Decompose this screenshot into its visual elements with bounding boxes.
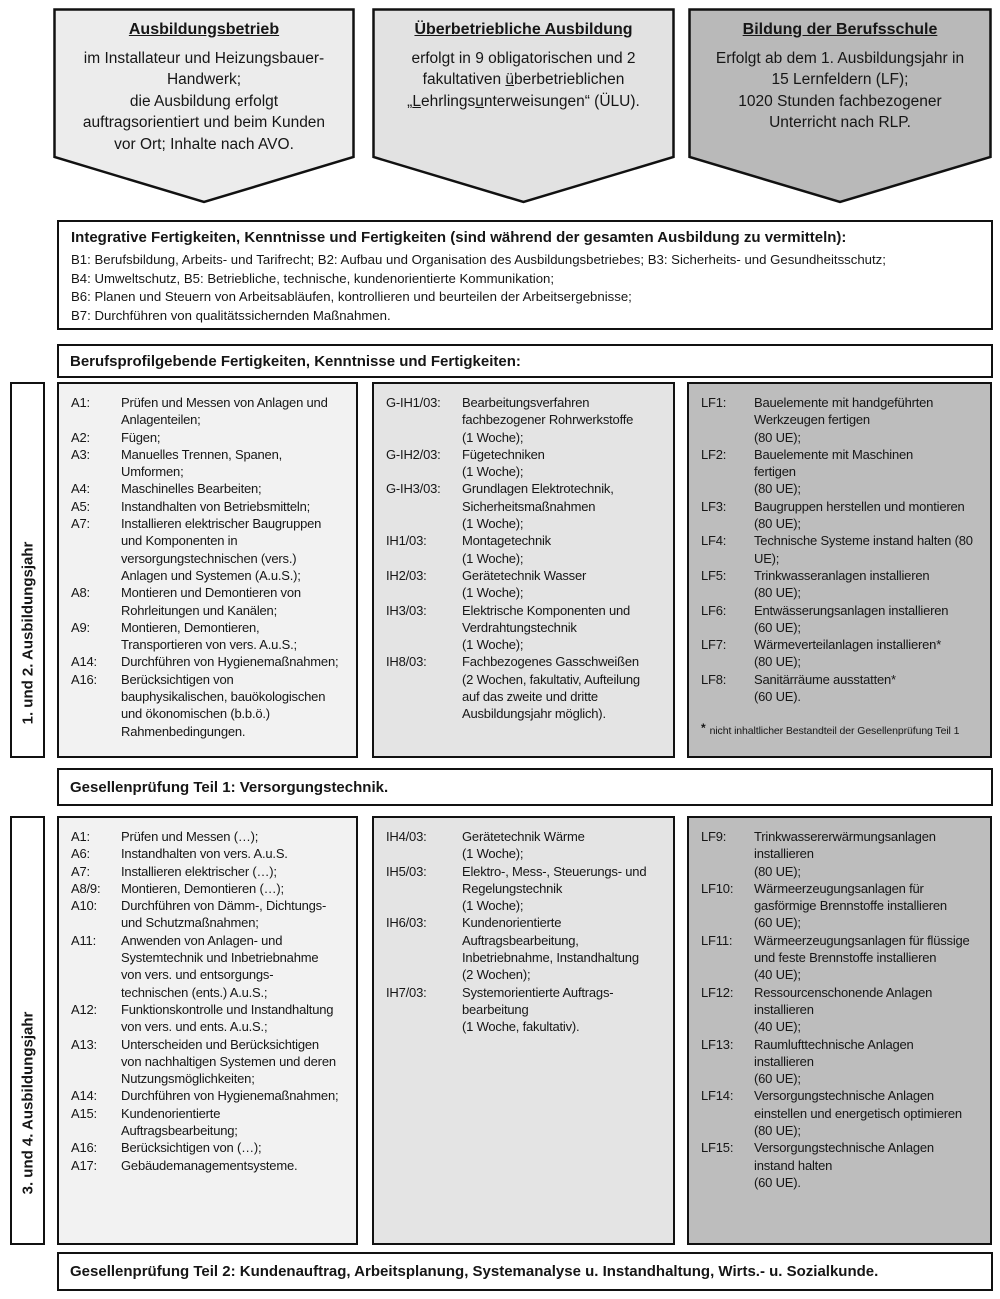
list-entry: [701, 880, 984, 932]
entry-code: IH5/03:: [386, 863, 427, 879]
band-gesellenpruefung-teil1: [57, 768, 993, 806]
entry-text: Baugruppen herstellen und montieren (80 UE);: [754, 498, 965, 532]
entry-code: A1:: [71, 829, 90, 844]
entry-text: Entwässerungsanlagen installieren (60 UE);: [754, 602, 949, 635]
list-entry: [71, 584, 350, 619]
list-entry: [71, 897, 350, 932]
entry-text: Versorgungstechnische Anlagen einstellen und energetisch optimieren (80 UE);: [754, 1088, 962, 1139]
top-box-content: [384, 20, 663, 112]
entry-text: Durchführen von Hygienemaßnahmen;: [121, 1088, 339, 1104]
top-box-line: [65, 134, 343, 155]
list-entry: [386, 914, 667, 983]
entry-code: A6:: [71, 846, 90, 862]
list-entry: [701, 1139, 984, 1191]
entry-text: Bearbeitungsverfahren fachbezogener Rohrwerkstoffe (1 Woche);: [462, 395, 634, 445]
top-box-line: [700, 91, 980, 112]
entry-text: Wärmeerzeugungsanlagen für gasförmige Brennstoffe installieren (60 UE);: [754, 880, 947, 931]
entry-text: Bauelemente mit Maschinen fertigen (80 UE);: [754, 446, 914, 497]
entry-text: Technische Systeme instand halten (80 UE);: [754, 533, 973, 566]
entry-code: LF10:: [701, 880, 734, 896]
text-segment: erfolgt in 9 obligatorischen und 2: [411, 50, 636, 67]
list-entry: [71, 446, 350, 481]
entry-text: Durchführen von Hygienemaßnahmen;: [121, 654, 339, 670]
column-lernfelder-year2: [687, 816, 992, 1245]
entry-text: Berücksichtigen von (…);: [121, 1140, 262, 1156]
entry-code: G-IH3/03:: [386, 481, 441, 497]
list-entry: [701, 828, 984, 880]
band-gesellenpruefung-teil2: [57, 1252, 993, 1291]
list-entry: [71, 480, 350, 497]
top-box-content: [700, 20, 980, 134]
entry-text: Gerätetechnik Wasser (1 Woche);: [462, 567, 587, 601]
text-segment: vor Ort; Inhalte nach AVO.: [114, 135, 294, 153]
entry-code: LF2:: [701, 446, 727, 462]
entry-code: LF14:: [701, 1088, 734, 1104]
text-segment: die Ausbildung erfolgt: [129, 92, 279, 110]
list-entry: [71, 671, 350, 740]
text-segment: nterweisungen“ (ÜLU).: [483, 92, 640, 110]
entry-text: Montagetechnik (1 Woche);: [462, 533, 551, 566]
list-entry: [701, 932, 984, 984]
top-box-line: [65, 112, 343, 133]
footnote-asterisk: *: [701, 721, 706, 736]
entry-text: Instandhalten von Betriebsmitteln;: [121, 498, 311, 514]
entry-code: A3:: [71, 446, 90, 462]
top-box-line: [384, 91, 663, 112]
entry-code: LF3:: [701, 498, 727, 514]
entry-text: Wärmeerzeugungsanlagen für flüssige und feste Brennstoffe installieren (40 UE);: [754, 932, 970, 983]
entry-code: LF9:: [701, 829, 727, 844]
entry-list: [701, 394, 984, 705]
top-box-line: [65, 48, 343, 69]
entry-text: Gebäudemanagementsysteme.: [121, 1157, 298, 1173]
list-entry: [701, 394, 984, 446]
entry-text: Fügen;: [121, 429, 161, 445]
text-segment: ehrlings: [420, 92, 476, 110]
list-entry: [71, 498, 350, 515]
entry-code: LF8:: [701, 671, 727, 687]
entry-code: LF11:: [701, 932, 733, 948]
entry-text: Elektrische Komponenten und Verdrahtungstechnik (1 Woche);: [462, 602, 631, 653]
top-box-line: [65, 91, 343, 112]
entry-text: Installieren elektrischer Baugruppen und Komponenten in versorgungstechnischen (vers.) Anlagen und Systemen (A.u.S.);: [121, 516, 322, 583]
top-box-title: Bildung der Berufsschule: [742, 21, 938, 38]
entry-text: Berücksichtigen von bauphysikalischen, bauökologischen und ökonomischen (b.b.ö.) Rahmenbedingungen.: [121, 671, 326, 739]
top-box-line: [65, 69, 343, 90]
entry-code: A10:: [71, 898, 97, 914]
entry-code: IH4/03:: [386, 829, 427, 844]
band-berufsprofilgebende: [57, 344, 993, 378]
list-entry: [701, 1087, 984, 1139]
entry-text: Fachbezogenes Gasschweißen (2 Wochen, fakultativ, Aufteilung auf das zweite und dritte Ausbildungsjahr möglich).: [462, 654, 640, 722]
band-teil2-label: Gesellenprüfung Teil 2: Kundenauftrag, Arbeitsplanung, Systemanalyse u. Instandhaltung, Wirts.- u. Sozialkunde.: [70, 1263, 879, 1280]
entry-text: Trinkwasseranlagen installieren (80 UE);: [754, 567, 930, 601]
list-entry: [71, 845, 350, 862]
entry-code: IH8/03:: [386, 654, 427, 670]
integrative-line: B1: Berufsbildung, Arbeits- und Tarifrecht; B2: Aufbau und Organisation des Ausbildungsbetriebes; B3: Sicherheits- und Gesundheitsschutz;: [71, 252, 886, 267]
list-entry: [386, 446, 667, 481]
entry-text: Montieren, Demontieren (…);: [121, 880, 284, 896]
entry-code: A13:: [71, 1036, 97, 1052]
list-entry: [71, 1001, 350, 1036]
entry-code: A14:: [71, 654, 97, 670]
entry-code: LF5:: [701, 567, 727, 583]
entry-text: Instandhalten von vers. A.u.S.: [121, 846, 288, 862]
lernfelder-footnote: [701, 721, 984, 737]
entry-text: Elektro-, Mess-, Steuerungs- und Regelungstechnik (1 Woche);: [462, 863, 647, 914]
text-segment: 1020 Stunden fachbezogener: [738, 92, 942, 110]
list-entry: [71, 653, 350, 670]
entry-code: A7:: [71, 863, 90, 879]
top-box-body: [65, 48, 343, 155]
entry-text: Montieren, Demontieren, Transportieren von vers. A.u.S.;: [121, 619, 297, 653]
underlined-letter: ü: [505, 71, 515, 89]
list-entry: [701, 984, 984, 1036]
list-entry: [701, 636, 984, 671]
entry-text: Anwenden von Anlagen- und Systemtechnik und Inbetriebnahme von vers. und entsorgungs- technischen (ents.) A.u.S.;: [121, 932, 319, 1000]
entry-code: A8:: [71, 585, 90, 601]
entry-text: Systemorientierte Auftrags- bearbeitung (1 Woche, fakultativ).: [462, 984, 614, 1035]
entry-text: Prüfen und Messen von Anlagen und Anlagenteilen;: [121, 395, 328, 428]
integrative-line: B4: Umweltschutz, B5: Betriebliche, technische, kundenorientierte Kommunikation;: [71, 270, 555, 286]
integrative-line: B6: Planen und Steuern von Arbeitsabläufen, kontrollieren und beurteilen der Arbeitsergebnisse;: [71, 289, 632, 305]
year-label-box-3-4: [10, 816, 45, 1245]
list-entry: [386, 828, 667, 863]
entry-code: G-IH2/03:: [386, 446, 441, 462]
list-entry: [386, 984, 667, 1036]
list-entry: [71, 394, 350, 429]
top-box-line: [700, 48, 980, 69]
entry-list: [386, 394, 667, 723]
column-lernfelder-year1: [687, 382, 992, 758]
entry-code: A15:: [71, 1105, 97, 1121]
column-betrieb-year1: [57, 382, 358, 758]
entry-list: [386, 828, 667, 1036]
entry-text: Unterscheiden und Berücksichtigen von nachhaltigen Systemen und deren Nutzungsmöglichkeiten;: [121, 1036, 336, 1087]
text-segment: auftragsorientiert und beim Kunden: [82, 114, 326, 132]
list-entry: [701, 446, 984, 498]
entry-code: A8/9:: [71, 880, 101, 896]
text-segment: 15 Lernfeldern (LF);: [771, 71, 909, 89]
list-entry: [701, 602, 984, 637]
top-box-line: [384, 48, 663, 69]
entry-code: LF4:: [701, 533, 727, 549]
integrative-line: B7: Durchführen von qualitätssichernden Maßnahmen.: [71, 307, 391, 323]
entry-text: Wärmeverteilanlagen installieren* (80 UE);: [754, 637, 942, 670]
entry-text: Maschinelles Bearbeiten;: [121, 481, 262, 497]
list-entry: [71, 1105, 350, 1140]
entry-text: Kundenorientierte Auftragsbearbeitung, Inbetriebnahme, Instandhaltung (2 Wochen);: [462, 915, 639, 983]
entry-list: [71, 394, 350, 740]
top-box-line: [700, 112, 980, 133]
top-box-line: [700, 69, 980, 90]
entry-code: A4:: [71, 481, 90, 497]
entry-text: Trinkwassererwärmungsanlagen installieren (80 UE);: [754, 829, 936, 879]
entry-code: A5:: [71, 498, 90, 514]
list-entry: [71, 1087, 350, 1104]
integrative-lines: [71, 251, 979, 325]
entry-text: Installieren elektrischer (…);: [121, 863, 277, 879]
entry-text: Prüfen und Messen (…);: [121, 829, 259, 844]
list-entry: [701, 532, 984, 567]
text-segment: im Installateur und Heizungsbauer-: [83, 50, 325, 67]
text-segment: „: [407, 92, 413, 110]
list-entry: [386, 480, 667, 532]
list-entry: [701, 671, 984, 706]
year-label-text: 3. und 4. Ausbildungsjahr: [19, 1011, 36, 1195]
entry-code: IH6/03:: [386, 915, 427, 931]
entry-code: LF1:: [701, 395, 727, 410]
text-segment: berbetrieblichen: [514, 71, 625, 89]
entry-code: A2:: [71, 429, 90, 445]
top-box-title: Ausbildungsbetrieb: [128, 21, 280, 38]
entry-text: Funktionskontrolle und Instandhaltung von vers. und ents. A.u.S.;: [121, 1001, 334, 1035]
entry-code: IH1/03:: [386, 533, 427, 549]
list-entry: [71, 1036, 350, 1088]
footnote-text: nicht inhaltlicher Bestandteil der Gesellenprüfung Teil 1: [709, 725, 960, 738]
column-uelu-year1: [372, 382, 675, 758]
entry-text: Durchführen von Dämm-, Dichtungs- und Schutzmaßnahmen;: [121, 898, 327, 931]
top-box-ausbildungsbetrieb: [53, 8, 355, 204]
list-entry: [71, 515, 350, 584]
list-entry: [386, 653, 667, 722]
top-box-body: [384, 48, 663, 112]
list-entry: [71, 429, 350, 446]
entry-code: A12:: [71, 1001, 97, 1017]
underlined-letter: u: [475, 92, 484, 110]
entry-text: Kundenorientierte Auftragsbearbeitung;: [121, 1105, 238, 1139]
entry-code: LF6:: [701, 602, 727, 618]
top-box-title: Überbetriebliche Ausbildung: [414, 21, 633, 38]
band-berufsprofilgebende-label: Berufsprofilgebende Fertigkeiten, Kenntnisse und Fertigkeiten:: [70, 352, 521, 370]
entry-text: Bauelemente mit handgeführten Werkzeugen fertigen (80 UE);: [754, 395, 934, 445]
entry-code: A1:: [71, 395, 90, 410]
list-entry: [701, 1036, 984, 1088]
entry-code: G-IH1/03:: [386, 395, 441, 410]
text-segment: Unterricht nach RLP.: [769, 114, 911, 132]
list-entry: [71, 863, 350, 880]
entry-list: [701, 828, 984, 1191]
list-entry: [71, 1157, 350, 1174]
entry-text: Gerätetechnik Wärme (1 Woche);: [462, 829, 585, 862]
list-entry: [701, 498, 984, 533]
list-entry: [386, 863, 667, 915]
text-segment: fakultativen: [422, 71, 506, 89]
top-box-body: [700, 48, 980, 134]
list-entry: [386, 394, 667, 446]
text-segment: Erfolgt ab dem 1. Ausbildungsjahr in: [715, 50, 965, 67]
entry-code: LF15:: [701, 1140, 734, 1156]
entry-text: Sanitärräume ausstatten* (60 UE).: [754, 671, 896, 705]
entry-code: A9:: [71, 619, 90, 635]
entry-text: Versorgungstechnische Anlagen instand halten (60 UE).: [754, 1140, 934, 1190]
entry-list: [71, 828, 350, 1174]
entry-code: LF12:: [701, 984, 734, 1000]
integrative-title: Integrative Fertigkeiten, Kenntnisse und Fertigkeiten (sind während der gesamten Ausbildung zu vermitteln):: [71, 229, 847, 246]
list-entry: [386, 532, 667, 567]
entry-code: A14:: [71, 1088, 97, 1104]
list-entry: [71, 828, 350, 845]
entry-code: A7:: [71, 516, 90, 532]
year-label-text: 1. und 2. Ausbildungsjahr: [19, 541, 36, 725]
list-entry: [71, 880, 350, 897]
top-box-content: [65, 20, 343, 155]
top-box-bildung-der-berufsschule: [688, 8, 992, 204]
band-teil1-label: Gesellenprüfung Teil 1: Versorgungstechnik.: [70, 778, 389, 796]
entry-text: Fügetechniken (1 Woche);: [462, 446, 545, 480]
entry-code: IH3/03:: [386, 602, 427, 618]
entry-code: IH7/03:: [386, 984, 427, 1000]
top-box-ueberbetriebliche-ausbildung: [372, 8, 675, 204]
entry-code: LF7:: [701, 637, 727, 653]
text-segment: Handwerk;: [166, 71, 242, 89]
top-box-line: [384, 69, 663, 90]
entry-code: IH2/03:: [386, 567, 427, 583]
entry-text: Montieren und Demontieren von Rohrleitungen und Kanälen;: [121, 585, 301, 618]
column-uelu-year2: [372, 816, 675, 1245]
integrative-skills-box: [57, 220, 993, 330]
list-entry: [71, 932, 350, 1001]
entry-text: Grundlagen Elektrotechnik, Sicherheitsmaßnahmen (1 Woche);: [462, 481, 614, 532]
entry-text: Manuelles Trennen, Spanen, Umformen;: [121, 446, 283, 480]
list-entry: [386, 602, 667, 654]
entry-code: A16:: [71, 671, 97, 687]
underlined-letter: L: [412, 92, 421, 110]
entry-code: LF13:: [701, 1036, 734, 1052]
list-entry: [71, 619, 350, 654]
list-entry: [701, 567, 984, 602]
entry-code: A11:: [71, 932, 96, 948]
year-label-box-1-2: [10, 382, 45, 758]
entry-text: Ressourcenschonende Anlagen installieren (40 UE);: [754, 984, 933, 1035]
entry-code: A17:: [71, 1157, 97, 1173]
entry-text: Raumlufttechnische Anlagen installieren (60 UE);: [754, 1036, 914, 1087]
column-betrieb-year2: [57, 816, 358, 1245]
list-entry: [71, 1139, 350, 1156]
list-entry: [386, 567, 667, 602]
entry-code: A16:: [71, 1140, 97, 1156]
